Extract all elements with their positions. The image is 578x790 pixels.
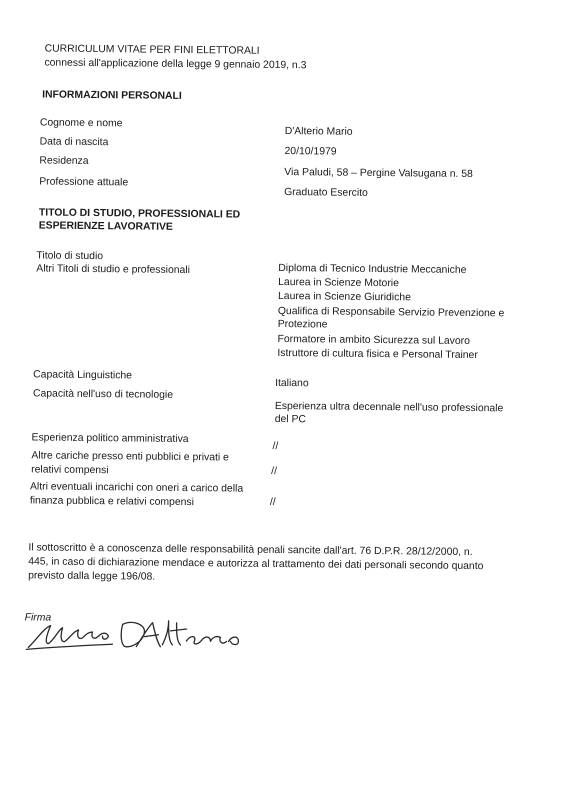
skills-value-technology-line1: Esperienza ultra decennale nell'uso professionale [274,400,504,415]
list-item: Istruttore di cultura fisica e Personal Trainer [277,347,478,362]
experience-label-political: Esperienza politico amministrativa [31,432,189,446]
personal-value-birthdate: 20/10/1979 [284,146,337,158]
skills-label-languages: Capacità Linguistiche [33,369,133,382]
experience-label-charges-line1: Altri eventuali incarichi con oneri a carico della [29,481,244,495]
experience-value-political: // [272,440,279,452]
studies-label-title: Titolo di studio [36,250,104,263]
list-item: Qualifica di Responsabile Servizio Prevenzione e [277,305,505,320]
personal-label-profession: Professione attuale [39,176,129,189]
document-title: CURRICULUM VITAE PER FINI ELETTORALI [44,43,260,57]
experience-value-charges: // [269,496,276,508]
skills-value-languages: Italiano [275,377,309,390]
personal-info-heading: INFORMAZIONI PERSONALI [42,89,182,102]
list-item: Diploma di Tecnico Industrie Meccaniche [278,262,467,276]
document-subtitle: connessi all'applicazione della legge 9 gennaio 2019, n.3 [44,57,307,72]
personal-value-profession: Graduato Esercito [284,187,368,199]
list-item: Protezione [277,318,328,331]
studies-heading-line2: ESPERIENZE LAVORATIVE [38,220,173,233]
personal-label-name: Cognome e nome [39,117,123,130]
experience-value-other: // [271,465,278,477]
personal-label-residence: Residenza [39,155,89,167]
personal-value-name: D'Alterio Mario [284,126,353,138]
list-item: Laurea in Scienze Motorie [278,276,399,290]
handwritten-signature [26,609,257,661]
studies-heading-line1: TITOLO DI STUDIO, PROFESSIONALI ED [38,207,241,221]
personal-value-residence: Via Paludi, 58 – Pergine Valsugana n. 58 [284,167,473,181]
skills-label-technology: Capacità nell'uso di tecnologie [32,388,174,401]
experience-label-other-line1: Altre cariche presso enti pubblici e privati e [31,450,229,464]
list-item: Laurea in Scienze Giuridiche [277,290,411,304]
list-item: Formatore in ambito Sicurezza sul Lavoro [277,333,470,347]
declaration-line1: Il sottoscritto è a conoscenza delle responsabilità penali sancite dall'art. 76 D.P.R. 28/12/2000, n. [28,542,473,559]
studies-label-other-titles: Altri Titoli di studio e professionali [36,263,190,277]
experience-label-other-line2: relativi compensi [31,464,109,477]
personal-label-birthdate: Data di nascita [39,136,109,149]
skills-value-technology-line2: del PC [274,413,306,426]
experience-label-charges-line2: finanza pubblica e relativi compensi [29,495,194,509]
declaration-line2: 445, in caso di dichiarazione mendace e autorizza al trattamento dei dati personali secondo quanto [28,556,484,573]
signature-label: Firma [24,612,52,624]
declaration-line3: previsto dalla legge 196/08. [28,570,156,583]
